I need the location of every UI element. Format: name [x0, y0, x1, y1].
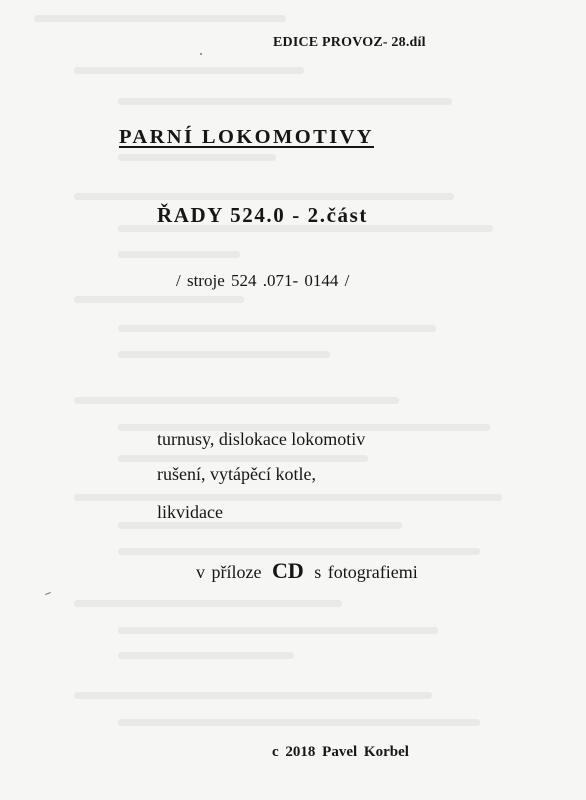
attachment-note — [196, 558, 418, 584]
bleed-through-line — [118, 325, 436, 332]
bleed-through-line — [118, 719, 480, 726]
bleed-through-line — [74, 67, 304, 74]
bleed-through-line — [118, 522, 402, 529]
topic-line: turnusy, dislokace lokomotiv — [157, 429, 366, 449]
attachment-suffix: s fotografiemi — [314, 562, 418, 582]
bleed-through-line — [74, 397, 399, 404]
bleed-through-line — [118, 251, 240, 258]
bleed-through-line — [118, 351, 330, 358]
bleed-through-line — [34, 15, 286, 22]
bleed-through-line — [118, 154, 276, 161]
edition-line: EDICE PROVOZ- 28.díl — [273, 35, 426, 50]
scan-speck — [45, 592, 51, 595]
bleed-through-line — [118, 627, 438, 634]
locomotive-range: / stroje 524 .071- 0144 / — [176, 271, 350, 290]
bleed-through-line — [118, 98, 452, 105]
attachment-cd: CD — [271, 558, 304, 583]
topic-line: rušení, vytápěcí kotle, — [157, 464, 316, 484]
attachment-prefix: v příloze — [196, 562, 262, 582]
document-title: PARNÍ LOKOMOTIVY — [119, 126, 374, 148]
bleed-through-line — [74, 494, 502, 501]
bleed-through-line — [118, 652, 294, 659]
scan-speck — [200, 53, 202, 55]
bleed-through-line — [74, 600, 342, 607]
topic-line: likvidace — [157, 502, 223, 522]
bleed-through-line — [74, 193, 454, 200]
bleed-through-line — [118, 548, 480, 555]
bleed-through-line — [118, 455, 368, 462]
series-heading: ŘADY 524.0 - 2.část — [157, 203, 369, 227]
bleed-through-line — [74, 692, 432, 699]
copyright-line: c 2018 Pavel Korbel — [272, 744, 409, 760]
bleed-through-line — [74, 296, 244, 303]
